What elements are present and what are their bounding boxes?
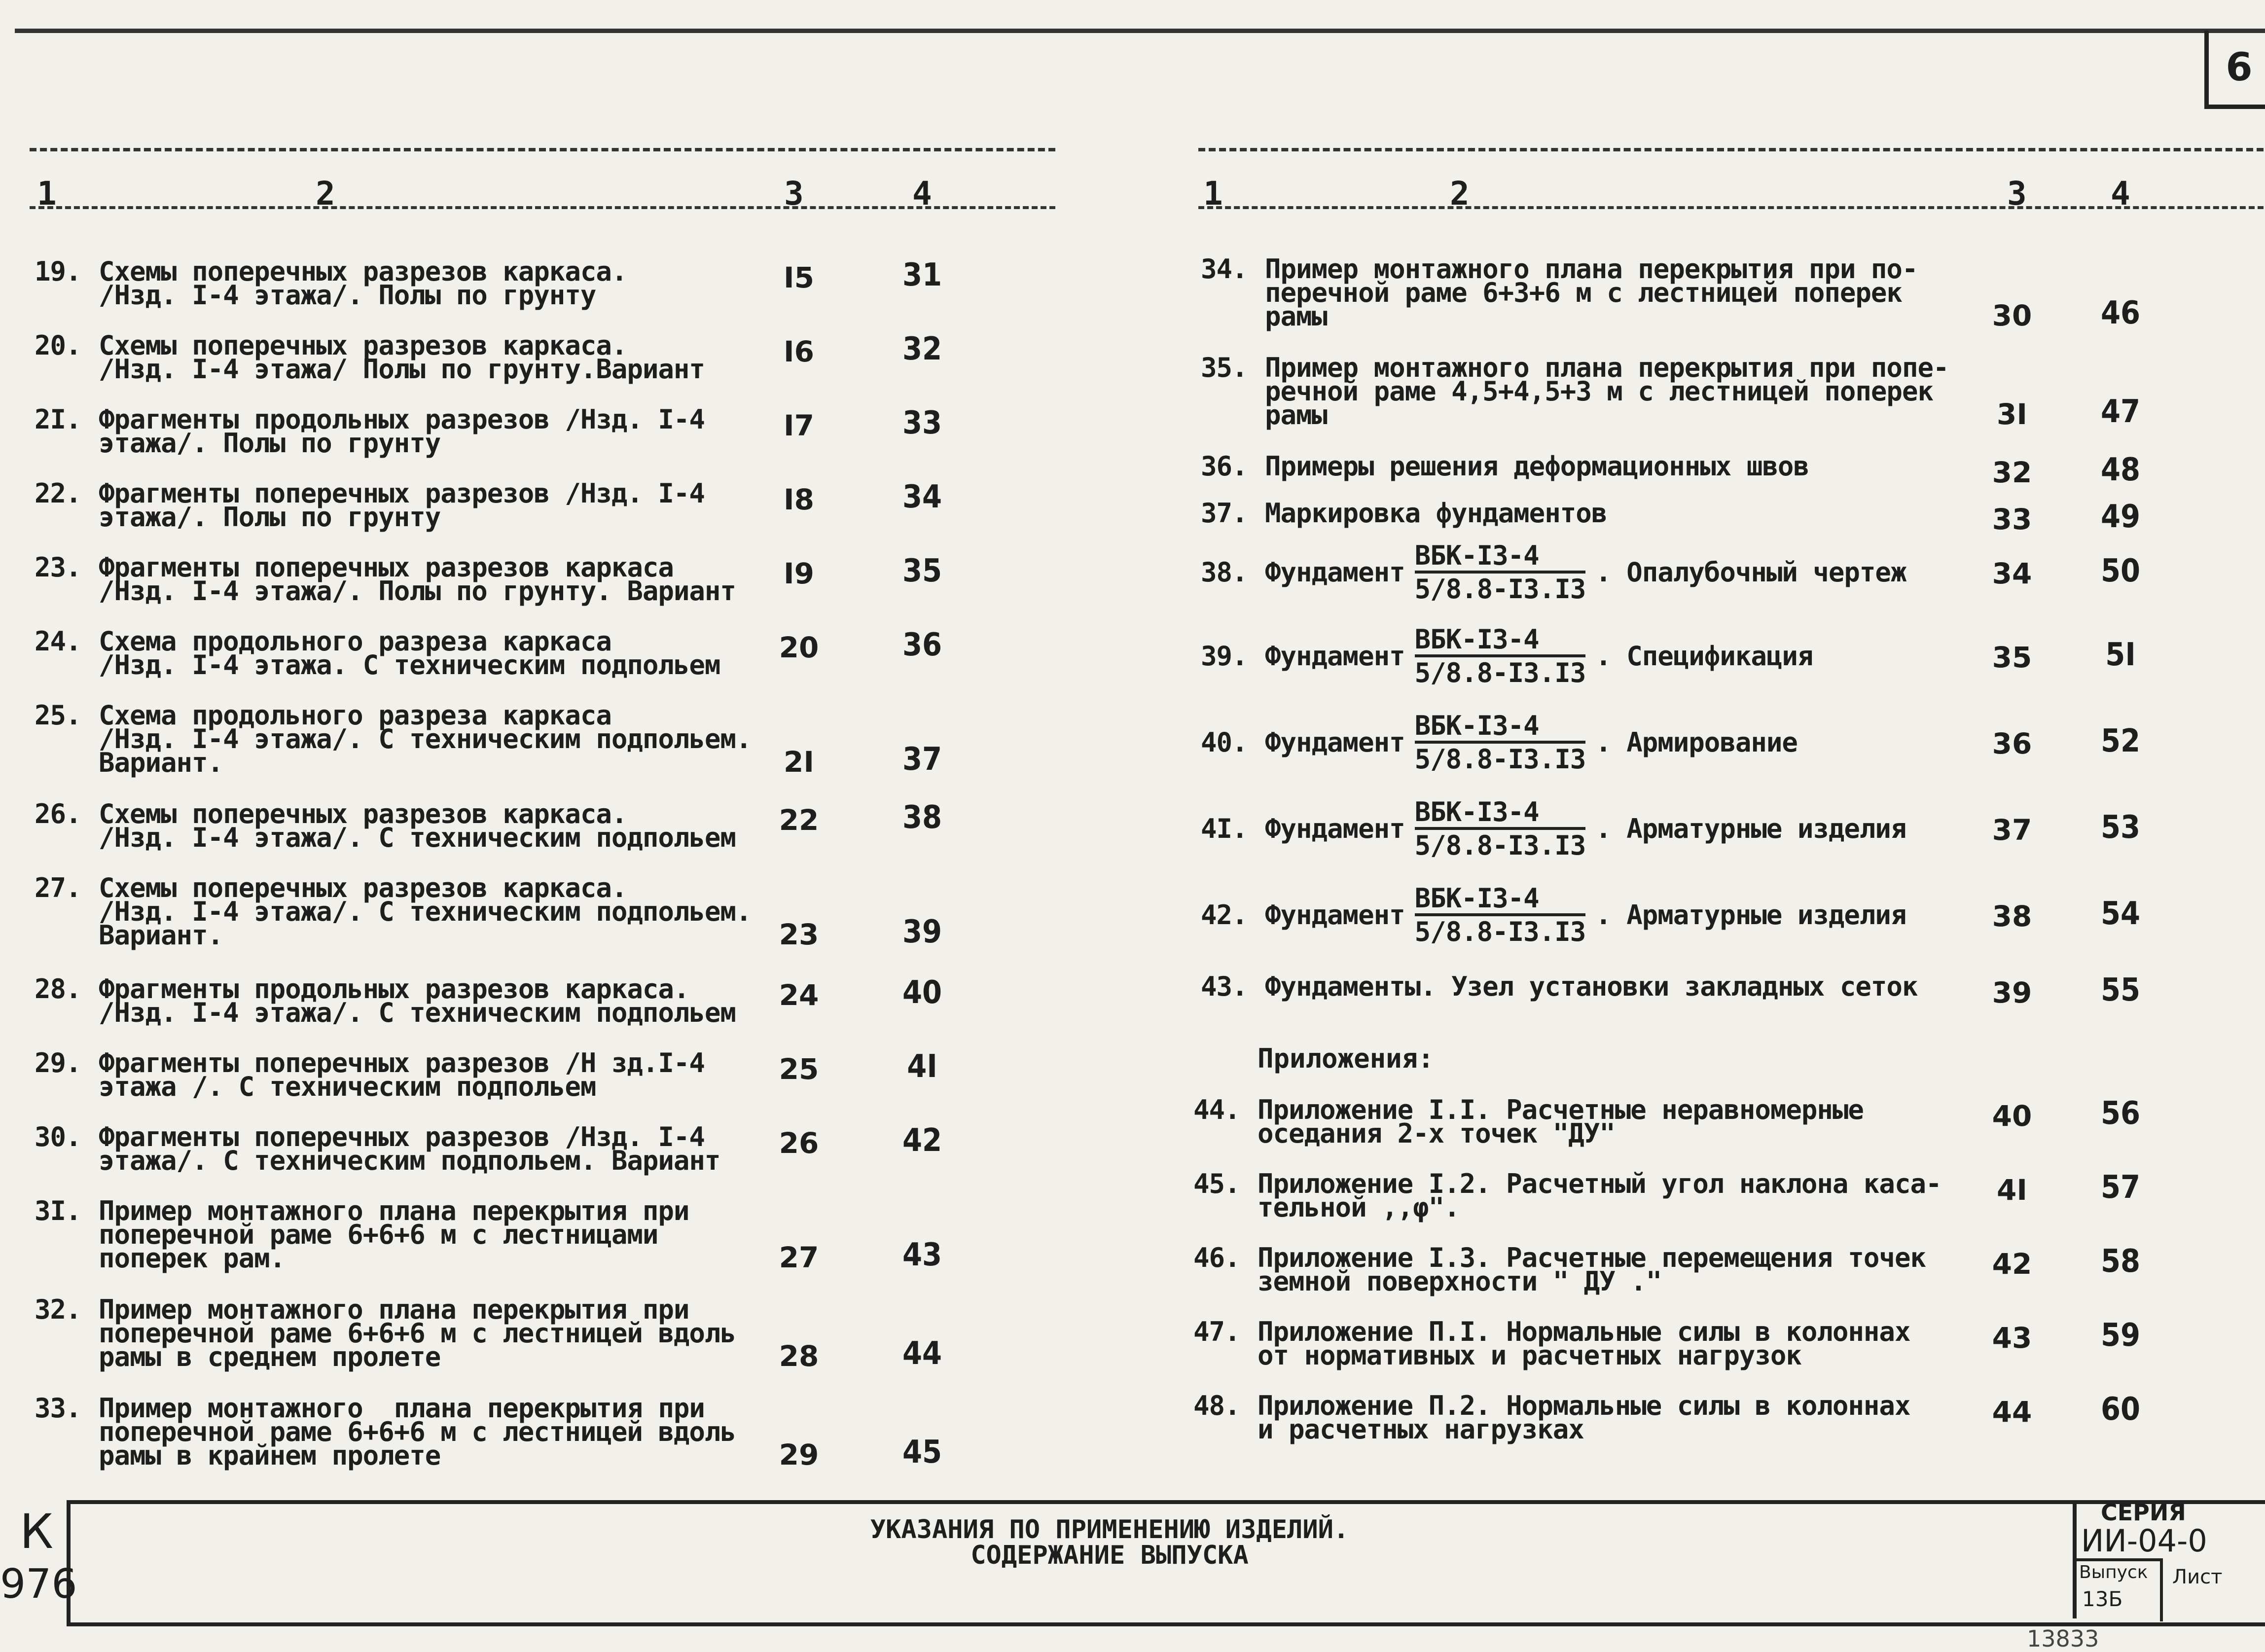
entry-page-col3: 34 [1992, 557, 2032, 590]
entry-suffix: . Арматурные изделия [1595, 899, 1906, 931]
issue-label: Выпуск [2079, 1562, 2148, 1582]
entry-number: 20. [35, 330, 81, 361]
entry-text-line: Приложение П.I. Нормальные силы в колоннах [1258, 1316, 1910, 1347]
entry-number: 38. [1201, 557, 1248, 588]
entry-text-line: /Нзд. I-4 этажа/. С техническим подпольем. [99, 723, 752, 754]
entry-text-line: Фрагменты продольных разрезов каркаса. [99, 973, 689, 1005]
entry-number: 43. [1201, 971, 1248, 1002]
mark-fraction-denominator: 5/8.8-I3.I3 [1414, 574, 1586, 605]
mark-fraction-denominator: 5/8.8-I3.I3 [1414, 830, 1586, 861]
entry-number: 30. [35, 1121, 81, 1152]
entry-page-col3: 39 [1992, 976, 2032, 1009]
entry-text-line: Схемы поперечных разрезов каркаса. [99, 330, 627, 361]
entry-page-col3: 36 [1992, 727, 2032, 760]
entry-text-line: Фрагменты поперечных разрезов /Нзд. I-4 [99, 478, 705, 509]
right-col-header-2: 2 [1450, 175, 1470, 213]
entry-number: 2I. [35, 404, 81, 435]
left-col-header-4: 4 [912, 175, 932, 213]
entry-text-line: Фрагменты поперечных разрезов каркаса [99, 552, 674, 583]
entry-number: 27. [35, 872, 81, 903]
entry-text-line: перечной раме 6+3+6 м с лестницей поперек [1265, 277, 1902, 308]
entry-page-col4: 53 [2100, 809, 2141, 846]
entry-page-col3: 3I [1997, 397, 2027, 431]
entry-text-line: Вариант. [99, 747, 223, 778]
entry-text-line: Приложение П.2. Нормальные силы в колоннах [1258, 1390, 1910, 1421]
mark-fraction [1414, 624, 1586, 688]
entry-text-line: рамы в крайнем пролете [99, 1440, 441, 1471]
entry-prefix: Фундамент [1265, 727, 1405, 758]
mark-fraction-denominator: 5/8.8-I3.I3 [1414, 744, 1586, 775]
entry-text-line: Приложение I.I. Расчетные неравномерные [1258, 1094, 1864, 1125]
entry-page-col4: 39 [902, 914, 942, 950]
entry-text-line: этажа/. С техническим подпольем. Вариант [99, 1145, 720, 1176]
entry-number: 19. [35, 256, 81, 287]
entry-suffix: . Армирование [1595, 727, 1798, 758]
entry-text-line: рамы [1265, 399, 1328, 431]
entry-text-line: /Нзд. I-4 этажа/. Полы по грунту [99, 280, 596, 311]
entry-page-col4: 56 [2100, 1095, 2141, 1132]
entry-page-col4: 5I [2105, 637, 2136, 673]
entry-text-line: Фрагменты продольных разрезов /Нзд. I-4 [99, 404, 705, 435]
entry-page-col3: 22 [779, 803, 819, 837]
sheet-number: 6 [2204, 31, 2265, 109]
right-col-header-3: 3 [2007, 175, 2027, 213]
entry-number: 26. [35, 798, 81, 829]
entry-number: 48. [1193, 1390, 1240, 1421]
entry-page-col4: 40 [902, 974, 942, 1011]
entry-text-line: Пример монтажного плана перекрытия при попе- [1265, 352, 1949, 383]
entry-text-line: поперечной раме 6+6+6 м с лестницей вдоль [99, 1318, 736, 1349]
entry-number: 42. [1201, 899, 1248, 931]
entry-page-col4: 32 [902, 331, 942, 367]
entry-page-col4: 33 [902, 405, 942, 441]
entry-text-line: /Нзд. I-4 этажа/. С техническим подпольем. [99, 896, 752, 927]
entry-text-line: /Нзд. I-4 этажа/. Полы по грунту. Вариант [99, 575, 736, 607]
top-border-rule [15, 29, 2265, 33]
entry-page-col4: 59 [2100, 1317, 2141, 1354]
entry-prefix: Фундамент [1265, 899, 1405, 931]
entry-page-col3: 43 [1992, 1321, 2032, 1355]
entry-page-col3: 23 [779, 918, 819, 951]
entry-suffix: . Арматурные изделия [1595, 813, 1906, 844]
entry-fraction-line [1265, 796, 1906, 861]
entry-text-line: поперечной раме 6+6+6 м с лестницами [99, 1219, 658, 1250]
entry-number: 39. [1201, 641, 1248, 672]
mark-fraction-numerator: ВБК-I3-4 [1415, 799, 1586, 830]
entry-number: 23. [35, 552, 81, 583]
entry-text-line: Схемы поперечных разрезов каркаса. [99, 798, 627, 829]
mark-fraction-numerator: ВБК-I3-4 [1415, 713, 1586, 744]
entry-prefix: Фундамент [1265, 641, 1405, 672]
left-col-header-3: 3 [784, 175, 804, 213]
right-col-header-4: 4 [2111, 175, 2130, 213]
mark-fraction-denominator: 5/8.8-I3.I3 [1414, 657, 1586, 688]
entry-text-line: /Нзд. I-4 этажа/ Полы по грунту.Вариант [99, 354, 705, 385]
entry-page-col3: 35 [1992, 641, 2032, 674]
entry-page-col4: 49 [2100, 499, 2141, 535]
entry-text-line: Фрагменты поперечных разрезов /Н зд.I-4 [99, 1047, 705, 1078]
entry-page-col4: 50 [2100, 553, 2141, 589]
entry-page-col3: 42 [1992, 1247, 2032, 1281]
entry-text-line: от нормативных и расчетных нагрузок [1258, 1340, 1801, 1371]
entry-page-col3: 20 [779, 631, 819, 664]
entry-number: 47. [1193, 1316, 1240, 1347]
entry-suffix: . Опалубочный чертеж [1595, 557, 1906, 588]
entry-page-col3: I5 [784, 261, 814, 294]
entry-text-line: оседания 2-х точек "ДУ" [1258, 1118, 1615, 1149]
mark-fraction-numerator: ВБК-I3-4 [1415, 543, 1586, 574]
appendix-title: Приложения: [1258, 1043, 1434, 1074]
series-label: СЕРИЯ [2101, 1499, 2186, 1526]
entry-number: 3I. [35, 1195, 81, 1226]
entry-fraction-line [1265, 883, 1906, 947]
entry-page-col4: 31 [902, 257, 942, 293]
entry-text-line: Пример монтажного плана перекрытия при [99, 1195, 689, 1226]
entry-prefix: Фундамент [1265, 813, 1405, 844]
entry-page-col4: 4I [907, 1048, 937, 1085]
mark-fraction-denominator: 5/8.8-I3.I3 [1414, 916, 1586, 947]
entry-text-line: этажа /. С техническим подпольем [99, 1071, 596, 1102]
entry-page-col3: 37 [1992, 813, 2032, 847]
entry-text-line: Схемы поперечных разрезов каркаса. [99, 872, 627, 903]
entry-suffix: . Спецификация [1595, 641, 1813, 672]
entry-text-line: тельной ,,φ". [1258, 1192, 1460, 1223]
entry-page-col3: 29 [779, 1438, 819, 1472]
entry-number: 35. [1201, 352, 1248, 383]
entry-text-line: Фундаменты. Узел установки закладных сеток [1265, 971, 1918, 1002]
right-top-dashed-rule [1198, 148, 2264, 151]
entry-number: 22. [35, 478, 81, 509]
entry-number: 29. [35, 1047, 81, 1078]
entry-page-col3: I8 [784, 483, 814, 516]
entry-page-col4: 38 [902, 799, 942, 836]
entry-text-line: этажа/. Полы по грунту [99, 428, 441, 459]
left-top-dashed-rule [30, 148, 1055, 151]
entry-page-col4: 37 [902, 741, 942, 778]
entry-fraction-line [1265, 710, 1798, 775]
entry-text-line: Вариант. [99, 920, 223, 951]
mark-fraction-numerator: ВБК-I3-4 [1415, 627, 1586, 657]
mark-fraction [1414, 540, 1586, 605]
entry-text-line: речной раме 4,5+4,5+3 м с лестницей поперек [1265, 376, 1933, 407]
entry-number: 36. [1201, 451, 1248, 482]
entry-text-line: рамы в среднем пролете [99, 1341, 441, 1372]
entry-text-line: Маркировка фундаментов [1265, 498, 1607, 529]
entry-page-col3: 33 [1992, 503, 2032, 536]
entry-page-col4: 44 [902, 1335, 942, 1372]
entry-number: 37. [1201, 498, 1248, 529]
entry-page-col4: 36 [902, 627, 942, 663]
right-header-dashed-rule [1198, 206, 2264, 209]
entry-page-col3: 44 [1992, 1395, 2032, 1429]
entry-fraction-line [1265, 540, 1906, 605]
entry-number: 32. [35, 1294, 81, 1325]
entry-text-line: Примеры решения деформационных швов [1265, 451, 1809, 482]
entry-page-col3: 28 [779, 1339, 819, 1373]
entry-number: 28. [35, 973, 81, 1005]
footer-note: 13833 [2027, 1625, 2099, 1652]
entry-text-line: земной поверхности " ДУ ." [1258, 1266, 1662, 1297]
mark-fraction [1414, 796, 1586, 861]
title-block-left-code: 976 [0, 1561, 77, 1608]
entry-number: 33. [35, 1393, 81, 1424]
entry-text-line: Пример монтажного плана перекрытия при [99, 1393, 705, 1424]
left-col-header-1: 1 [37, 175, 57, 213]
entry-text-line: поперек рам. [99, 1243, 286, 1274]
entry-page-col3: 4I [1997, 1173, 2027, 1207]
mark-fraction-numerator: ВБК-I3-4 [1415, 886, 1586, 916]
entry-number: 34. [1201, 253, 1248, 285]
entry-page-col4: 34 [902, 479, 942, 515]
entry-text-line: этажа/. Полы по грунту [99, 502, 441, 533]
entry-page-col4: 43 [902, 1237, 942, 1273]
entry-text-line: Схема продольного разреза каркаса [99, 626, 611, 657]
entry-page-col3: 38 [1992, 899, 2032, 933]
entry-page-col4: 58 [2100, 1243, 2141, 1280]
title-block-title-line1: УКАЗАНИЯ ПО ПРИМЕНЕНИЮ ИЗДЕЛИЙ. [870, 1515, 1349, 1544]
issue-value: 13Б [2082, 1587, 2123, 1611]
entry-page-col4: 54 [2100, 896, 2141, 932]
entry-number: 25. [35, 700, 81, 731]
entry-page-col4: 35 [902, 553, 942, 589]
entry-number: 4I. [1201, 813, 1248, 844]
entry-page-col3: I7 [784, 409, 814, 442]
entry-page-col4: 47 [2100, 394, 2141, 430]
entry-text-line: /Нзд. I-4 этажа/. С техническим подпольем [99, 822, 736, 853]
entry-page-col4: 57 [2100, 1169, 2141, 1206]
entry-text-line: поперечной раме 6+6+6 м с лестницей вдоль [99, 1416, 736, 1447]
entry-prefix: Фундамент [1265, 557, 1405, 588]
entry-text-line: Схемы поперечных разрезов каркаса. [99, 256, 627, 287]
mark-fraction [1414, 710, 1586, 775]
title-block-title-line2: СОДЕРЖАНИЕ ВЫПУСКА [971, 1541, 1249, 1570]
entry-number: 45. [1193, 1168, 1240, 1199]
entry-page-col3: 25 [779, 1052, 819, 1086]
entry-number: 40. [1201, 727, 1248, 758]
entry-text-line: и расчетных нагрузках [1258, 1414, 1584, 1445]
entry-text-line: Приложение I.3. Расчетные перемещения точек [1258, 1242, 1926, 1273]
entry-page-col4: 60 [2100, 1391, 2141, 1428]
entry-page-col3: I6 [784, 335, 814, 368]
entry-page-col3: I9 [784, 557, 814, 590]
entry-number: 46. [1193, 1242, 1240, 1273]
entry-page-col4: 52 [2100, 723, 2141, 759]
entry-page-col4: 55 [2100, 972, 2141, 1008]
entry-page-col4: 42 [902, 1122, 942, 1159]
entry-text-line: рамы [1265, 301, 1328, 332]
entry-page-col3: 32 [1992, 456, 2032, 489]
entry-text-line: Пример монтажного плана перекрытия при [99, 1294, 689, 1325]
right-col-header-1: 1 [1203, 175, 1223, 213]
entry-page-col3: 27 [779, 1241, 819, 1274]
entry-page-col3: 26 [779, 1126, 819, 1160]
entry-text-line: Пример монтажного плана перекрытия при по- [1265, 253, 1918, 285]
entry-number: 44. [1193, 1094, 1240, 1125]
entry-number: 24. [35, 626, 81, 657]
left-col-header-2: 2 [316, 175, 335, 213]
entry-text-line: Приложение I.2. Расчетный угол наклона каса- [1258, 1168, 1941, 1199]
entry-page-col3: 24 [779, 978, 819, 1012]
sheet-label: Лист [2172, 1566, 2223, 1588]
left-header-dashed-rule [30, 206, 1055, 209]
entry-fraction-line [1265, 624, 1813, 688]
entry-page-col4: 45 [902, 1434, 942, 1471]
series-value: ИИ-04-0 [2081, 1523, 2207, 1559]
entry-text-line: /Нзд. I-4 этажа/. С техническим подпольем [99, 997, 736, 1028]
entry-text-line: /Нзд. I-4 этажа. С техническим подпольем [99, 649, 720, 681]
entry-page-col3: 30 [1992, 299, 2032, 332]
entry-text-line: Фрагменты поперечных разрезов /Нзд. I-4 [99, 1121, 705, 1152]
entry-page-col3: 40 [1992, 1099, 2032, 1133]
entry-page-col3: 2I [784, 745, 814, 779]
entry-text-line: Схема продольного разреза каркаса [99, 700, 611, 731]
title-block-left-mark: К [20, 1504, 54, 1559]
entry-page-col4: 46 [2100, 295, 2141, 331]
entry-page-col4: 48 [2100, 452, 2141, 488]
mark-fraction [1414, 883, 1586, 947]
